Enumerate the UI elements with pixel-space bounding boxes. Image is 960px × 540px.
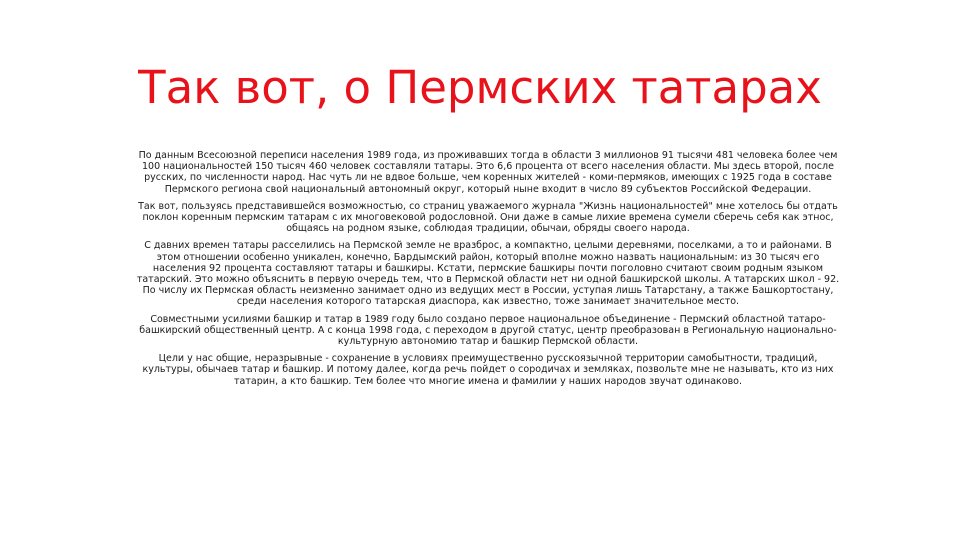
paragraph-5: Цели у нас общие, неразрывные - сохранение в условиях преимущественно русскоязычной территории самобытности, традиций, культуры, обычаев татар и башкир. И потому далее, когда речь пойдет о сородичах и земляках, позвольте мне не называть, кто из них татарин, а кто башкир. Тем более что многие имена и фамилии у наших народов звучат одинаково.: [142, 353, 834, 387]
paragraph-1: По данным Всесоюзной переписи населения 1989 года, из проживавших тогда в области 3 миллионов 91 тысячи 481 человека более чем 100 национальностей 150 тысяч 460 человек составляли татары. Это 6,6 процента от всего населения области. Мы здесь второй, после русских, по численности народ. Нас чуть ли не вдвое больше, чем коренных жителей - коми-пермяков, имеющих с 1925 года в составе Пермского региона свой национальный автономный округ, который ныне входит в число 89 субъектов Российской Федерации.: [138, 150, 838, 195]
slide-body: [136, 150, 840, 393]
paragraph-4: Совместными усилиями башкир и татар в 1989 году было создано первое национальное объединение - Пермский областной татаро-башкирский общественный центр. А с конца 1998 года, с переходом в другой статус, центр преобразован в Региональную национально-культурную автономию татар и башкир Пермской области.: [139, 313, 837, 348]
paragraph-3: С давних времен татары расселились на Пермской земле не вразброс, а компактно, целыми деревнями, поселками, а то и районами. В этом отношении особенно уникален, конечно, Бардымский район, который вполне можно назвать национальным: из 30 тысяч его населения 92 процента составляют татары и башкиры. Кстати, пермские башкиры почти поголовно считают своим родным языком татарский. Это можно объяснить в первую очередь тем, что в Пермской области нет ни одной башкирской школы. А татарских школ - 92. По числу их Пермская область неизменно занимает одно из ведущих мест в России, уступая лишь Татарстану, а также Башкортостану, среди населения которого татарская диаспора, как известно, тоже занимает значительное место.: [136, 240, 840, 308]
paragraph-2: Так вот, пользуясь представившейся возможностью, со страниц уважаемого журнала "Жизнь национальностей" мне хотелось бы отдать поклон коренным пермским татарам с их многовековой родословной. Они даже в самые лихие времена сумели сберечь себя как этнос, общаясь на родном языке, соблюдая традиции, обычаи, обряды своего народа.: [138, 200, 838, 235]
slide-title: Так вот, о Пермских татарах: [138, 61, 822, 114]
